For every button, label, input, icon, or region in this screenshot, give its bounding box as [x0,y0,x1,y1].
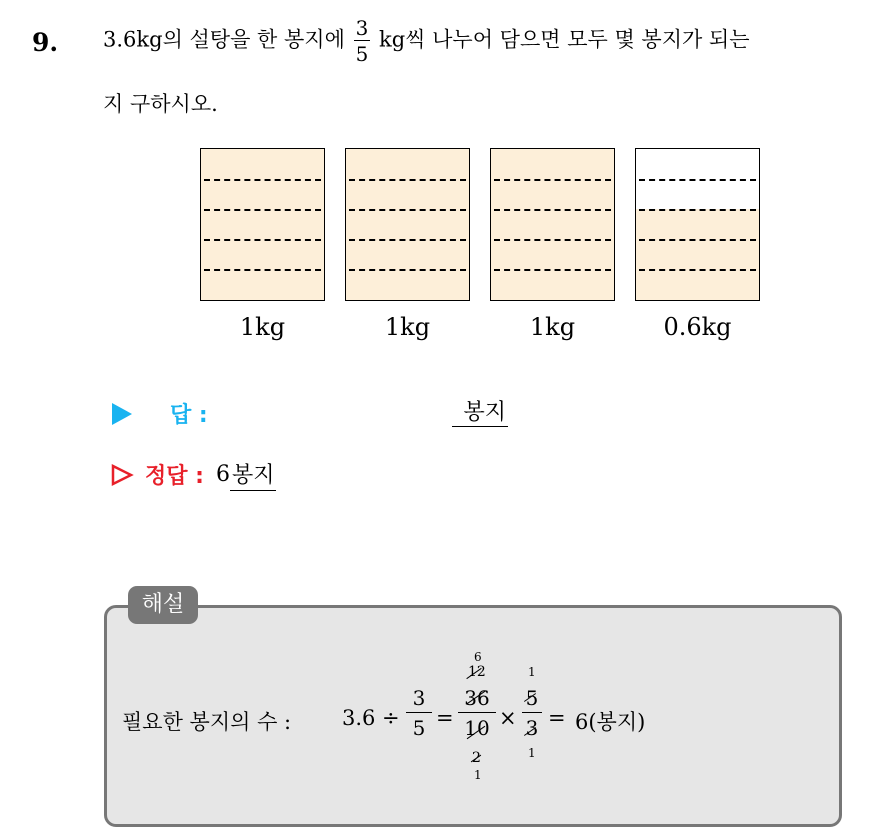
question-line-1 [103,18,750,64]
dashed-divider [349,269,466,271]
explanation-tag: 해설 [128,586,198,624]
dashed-divider [349,179,466,181]
equals-sign-2: = [548,706,566,730]
dashed-divider [204,179,321,181]
explanation-fraction-2-num: 36 [458,686,496,713]
explanation-fraction-1-den: 5 [412,716,426,740]
sugar-bag [200,148,325,301]
explanation-fraction-3-den: 3 [525,716,539,740]
question-line-2: 지 구하시오. [103,92,218,116]
explanation-lead: 필요한 봉지의 수 : [122,710,292,734]
sugar-bag-label: 1kg [239,313,286,341]
question-text-part2: kg씩 나누어 담으면 모두 몇 봉지가 되는 [379,27,750,52]
question-fraction-numerator: 3 [355,16,369,40]
cancel-value: 6 [474,650,482,664]
question-number: 9. [32,28,59,57]
dashed-divider [639,209,756,211]
cancel-value: 12 [468,664,486,680]
dashed-divider [349,209,466,211]
dashed-divider [494,209,611,211]
sugar-bag [635,148,760,301]
dashed-divider [639,239,756,241]
sugar-fill [346,149,469,300]
correct-answer-row [110,458,276,491]
sugar-bag-label: 0.6kg [663,313,732,341]
question-fraction [354,18,371,64]
sugar-fill [636,209,759,300]
answer-prompt-label: 답 : [170,403,208,428]
explanation-fraction-2-den: 10 [464,716,490,740]
answer-input-field[interactable] [452,394,508,427]
question-fraction-denominator: 5 [355,42,369,66]
cancel-value: 1 [474,768,482,782]
dashed-divider [494,269,611,271]
sugar-bag [490,148,615,301]
explanation-fraction-1-num: 3 [406,686,432,713]
sugar-fill [201,149,324,300]
explanation-number: 3.6 [342,706,376,730]
outline-triangle-icon [110,463,134,487]
sugar-fill [491,149,614,300]
dashed-divider [494,239,611,241]
play-triangle-icon [112,403,132,425]
sugar-bag [345,148,470,301]
answer-prompt-row [112,398,208,429]
dashed-divider [639,179,756,181]
sugar-bag-label: 1kg [384,313,431,341]
dashed-divider [349,239,466,241]
times-sign: × [499,706,517,730]
division-sign: ÷ [382,706,400,730]
correct-answer-number: 6 [215,462,230,487]
dashed-divider [204,269,321,271]
equals-sign-1: = [436,706,454,730]
cancel-value: 1 [528,665,536,679]
explanation-fraction-3-num: 5 [522,686,542,713]
dashed-divider [204,209,321,211]
dashed-divider [494,179,611,181]
question-text-part1: 3.6kg의 설탕을 한 봉지에 [103,27,345,52]
cancel-value: 1 [528,746,536,760]
explanation-fraction-1 [406,686,432,740]
cancel-value: 2 [472,750,481,766]
explanation-result: 6(봉지) [575,710,646,734]
sugar-bag-label: 1kg [529,313,576,341]
dashed-divider [204,239,321,241]
answer-unit: 봉지 [463,400,506,425]
dashed-divider [639,269,756,271]
correct-answer-label: 정답 : [145,464,204,489]
correct-answer-unit: 봉지 [230,458,277,491]
